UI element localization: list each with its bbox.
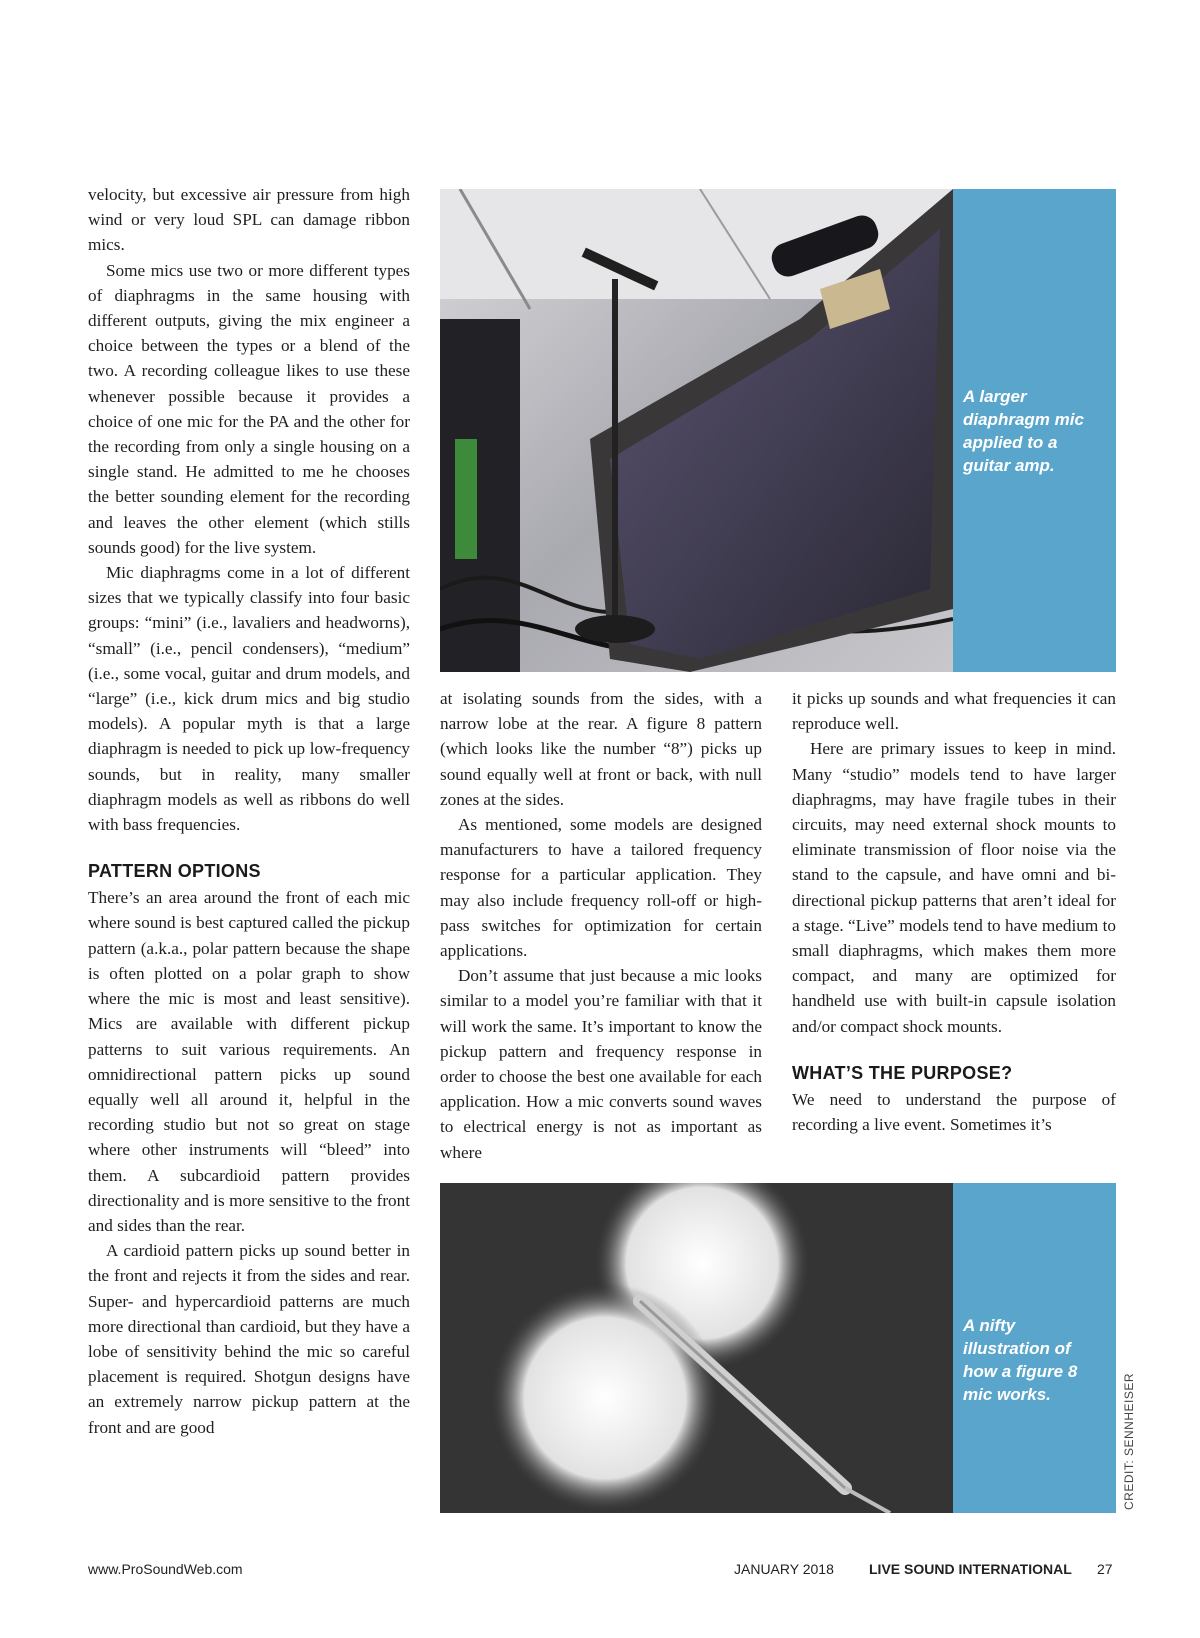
paragraph: Don’t assume that just because a mic looks similar to a model you’re familiar with that it will work the same. It’s important to know the pickup pattern and frequency response in order to choose the best one available for each application. How a mic converts sound waves to electrical energy is not as important as where bbox=[440, 966, 762, 1162]
figure-8-illustration bbox=[440, 1183, 953, 1513]
footer-magazine-name: LIVE SOUND INTERNATIONAL bbox=[869, 1561, 1072, 1577]
paragraph: Some mics use two or more different types of diaphragms in the same housing with different outputs, giving the mix engineer a choice between the types or a blend of the two. A recording colleague likes to use these whenever possible because it provides a choice of one mic for the PA and the other for the recording from only a single housing on a single stand. He admitted to me he chooses the better sounding element for the recording and leaves the other element (which stills sounds good) for the live system. bbox=[88, 260, 410, 557]
photo-caption: A larger diaphragm mic applied to a guitar amp. bbox=[963, 387, 1084, 475]
paragraph: We need to understand the purpose of recording a live event. Sometimes it’s bbox=[792, 1089, 1116, 1135]
paragraph: There’s an area around the front of each mic where sound is best captured called the pickup pattern (a.k.a., polar pattern because the shape is often plotted on a polar graph to show where the mic is most and least sensitive). Mics are available with different pickup patterns to suit various requirements. An omnidirectional pattern picks up sound equally well all around it, helpful in the recording studio but not so great on stage where other instruments will “bleed” into them. A subcardioid pattern provides directionality and is more sensitive to the front and sides than the rear. bbox=[88, 888, 410, 1235]
photo-guitar-amp-mic bbox=[440, 189, 953, 672]
paragraph: As mentioned, some models are designed manufacturers to have a tailored frequency response for a particular application. They may also include frequency roll-off or high-pass switches for optimization for certain applications. bbox=[440, 815, 762, 961]
photo-caption-box bbox=[953, 1183, 1116, 1513]
photo-caption-box bbox=[953, 189, 1116, 672]
photo-credit: CREDIT: SENNHEISER bbox=[1122, 1372, 1136, 1510]
paragraph: Here are primary issues to keep in mind. Many “studio” models tend to have larger diaphragms, may have fragile tubes in their circuits, may need external shock mounts to eliminate transmission of floor noise via the stand to the capsule, and have omni and bi-directional pickup patterns that aren’t ideal for a stage. “Live” models tend to have medium to small diaphragms, which makes them more compact, and many are optimized for handheld use with built-in capsule isolation and/or compact shock mounts. bbox=[792, 739, 1116, 1036]
photo-figure-8-mic bbox=[440, 1183, 953, 1513]
paragraph: velocity, but excessive air pressure from high wind or very loud SPL can damage ribbon mics. bbox=[88, 185, 410, 255]
section-heading-purpose: WHAT’S THE PURPOSE? bbox=[792, 1062, 1013, 1083]
paragraph: Mic diaphragms come in a lot of different sizes that we typically classify into four basic groups: “mini” (i.e., lavaliers and headworns), “small” (i.e., pencil condensers), “medium” (i.e., some vocal, guitar and drum models, and “large” (i.e., kick drum mics and big studio models). A popular myth is that a large diaphragm is needed to pick up low-frequency sounds, but in reality, many smaller diaphragm models as well as ribbons do well with bass frequencies. bbox=[88, 563, 410, 835]
section-heading-pattern-options: PATTERN OPTIONS bbox=[88, 861, 261, 882]
article-column-2 bbox=[440, 686, 762, 1165]
paragraph: it picks up sounds and what frequencies it can reproduce well. bbox=[792, 689, 1116, 734]
footer-issue-date: JANUARY 2018 bbox=[734, 1561, 834, 1577]
footer-page-number: 27 bbox=[1097, 1561, 1113, 1577]
photo-caption: A nifty illustration of how a figure 8 mic works. bbox=[963, 1316, 1078, 1404]
paragraph: A cardioid pattern picks up sound better in the front and rejects it from the sides and rear. Super- and hypercardioid patterns are much more directional than cardioid, but they have a lobe of sensitivity behind the mic so careful placement is required. Shotgun designs have an extremely narrow pickup pattern at the front and are good bbox=[88, 1241, 410, 1437]
article-column-3 bbox=[792, 686, 1116, 1137]
article-column-1 bbox=[88, 182, 410, 1440]
guitar-amp-illustration bbox=[440, 189, 953, 672]
footer-website-link[interactable]: www.ProSoundWeb.com bbox=[88, 1561, 243, 1577]
paragraph: at isolating sounds from the sides, with a narrow lobe at the rear. A figure 8 pattern (which looks like the number “8”) picks up sound equally well at front or back, with null zones at the sides. bbox=[440, 689, 762, 809]
